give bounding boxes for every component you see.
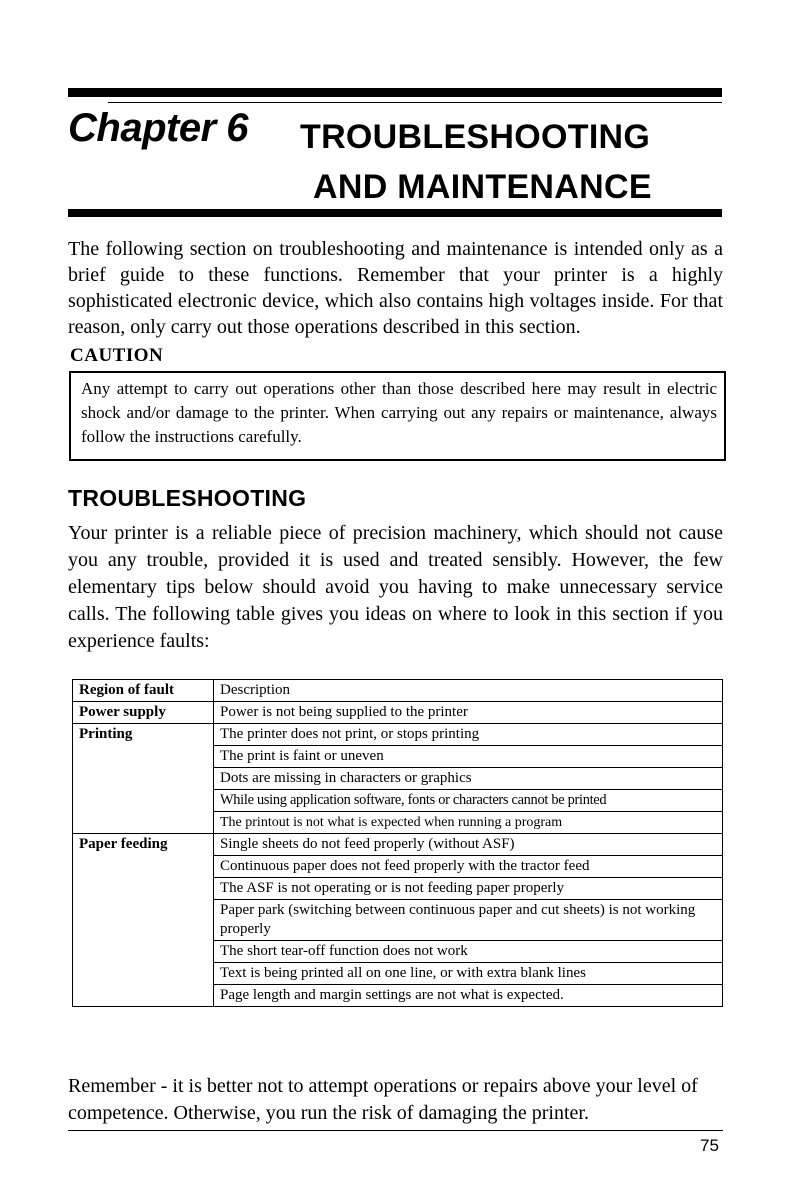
intro-paragraph: The following section on troubleshooting and maintenance is intended only as a brief guide to these functions. Remember that your printer is a highly sophisticated electronic device, which also contains high voltages inside. For that reason, only carry out those operations described in this section.	[68, 238, 723, 338]
region-cell: Power supply	[73, 702, 214, 724]
region-cell	[73, 985, 214, 1007]
table-row	[73, 985, 723, 1007]
table-row	[73, 790, 723, 812]
description-cell: While using application software, fonts or characters cannot be printed	[214, 790, 723, 812]
region-cell	[73, 746, 214, 768]
fault-table	[72, 679, 723, 1007]
description-cell: The ASF is not operating or is not feeding paper properly	[214, 878, 723, 900]
region-cell	[73, 878, 214, 900]
table-row	[73, 834, 723, 856]
description-cell: The printer does not print, or stops printing	[214, 724, 723, 746]
closing-paragraph: Remember - it is better not to attempt operations or repairs above your level of competence. Otherwise, you run the risk of damaging the printer.	[68, 1075, 698, 1124]
table-header-row	[73, 680, 723, 702]
description-cell: Dots are missing in characters or graphics	[214, 768, 723, 790]
region-cell: Printing	[73, 724, 214, 746]
region-cell	[73, 812, 214, 834]
chapter-title	[300, 112, 730, 212]
region-cell	[73, 963, 214, 985]
table-row	[73, 856, 723, 878]
region-cell	[73, 856, 214, 878]
footer-rule	[68, 1130, 723, 1131]
table-row	[73, 878, 723, 900]
region-cell	[73, 790, 214, 812]
table-row	[73, 963, 723, 985]
table-row	[73, 768, 723, 790]
table-row	[73, 900, 723, 941]
table-row	[73, 941, 723, 963]
description-cell: The print is faint or uneven	[214, 746, 723, 768]
section-heading: TROUBLESHOOTING	[68, 485, 307, 511]
troubleshooting-paragraph: Your printer is a reliable piece of precision machinery, which should not cause you any trouble, provided it is used and treated sensibly. However, the few elementary tips below should avoid you having to make unnecessary service calls. The following table gives you ideas on where to look in this section if you experience faults:	[68, 522, 723, 652]
description-cell: The printout is not what is expected when running a program	[214, 812, 723, 834]
caution-box: Any attempt to carry out operations other than those described here may result in electric shock and/or damage to the printer. When carrying out any repairs or maintenance, always follow the instructions carefully.	[69, 371, 726, 461]
description-cell: The short tear-off function does not work	[214, 941, 723, 963]
chapter-number: Chapter 6	[68, 106, 248, 150]
caution-label: CAUTION	[70, 345, 164, 366]
description-cell: Paper park (switching between continuous paper and cut sheets) is not working properly	[214, 900, 723, 941]
header-bottom-rule	[68, 209, 722, 217]
region-cell	[73, 900, 214, 941]
description-cell: Single sheets do not feed properly (without ASF)	[214, 834, 723, 856]
table-row	[73, 702, 723, 724]
chapter-title-line-1: TROUBLESHOOTING	[300, 118, 651, 156]
header-region: Region of fault	[73, 680, 214, 702]
chapter-title-line-2: AND MAINTENANCE	[313, 168, 652, 206]
description-cell: Text is being printed all on one line, or with extra blank lines	[214, 963, 723, 985]
top-rule	[68, 88, 722, 97]
region-cell	[73, 768, 214, 790]
table-row	[73, 812, 723, 834]
header-description: Description	[214, 680, 723, 702]
table-row	[73, 746, 723, 768]
page-number: 75	[700, 1136, 719, 1155]
chapter-underline	[108, 102, 722, 103]
description-cell: Continuous paper does not feed properly with the tractor feed	[214, 856, 723, 878]
description-cell: Power is not being supplied to the printer	[214, 702, 723, 724]
region-cell: Paper feeding	[73, 834, 214, 856]
table-row	[73, 724, 723, 746]
region-cell	[73, 941, 214, 963]
description-cell: Page length and margin settings are not what is expected.	[214, 985, 723, 1007]
